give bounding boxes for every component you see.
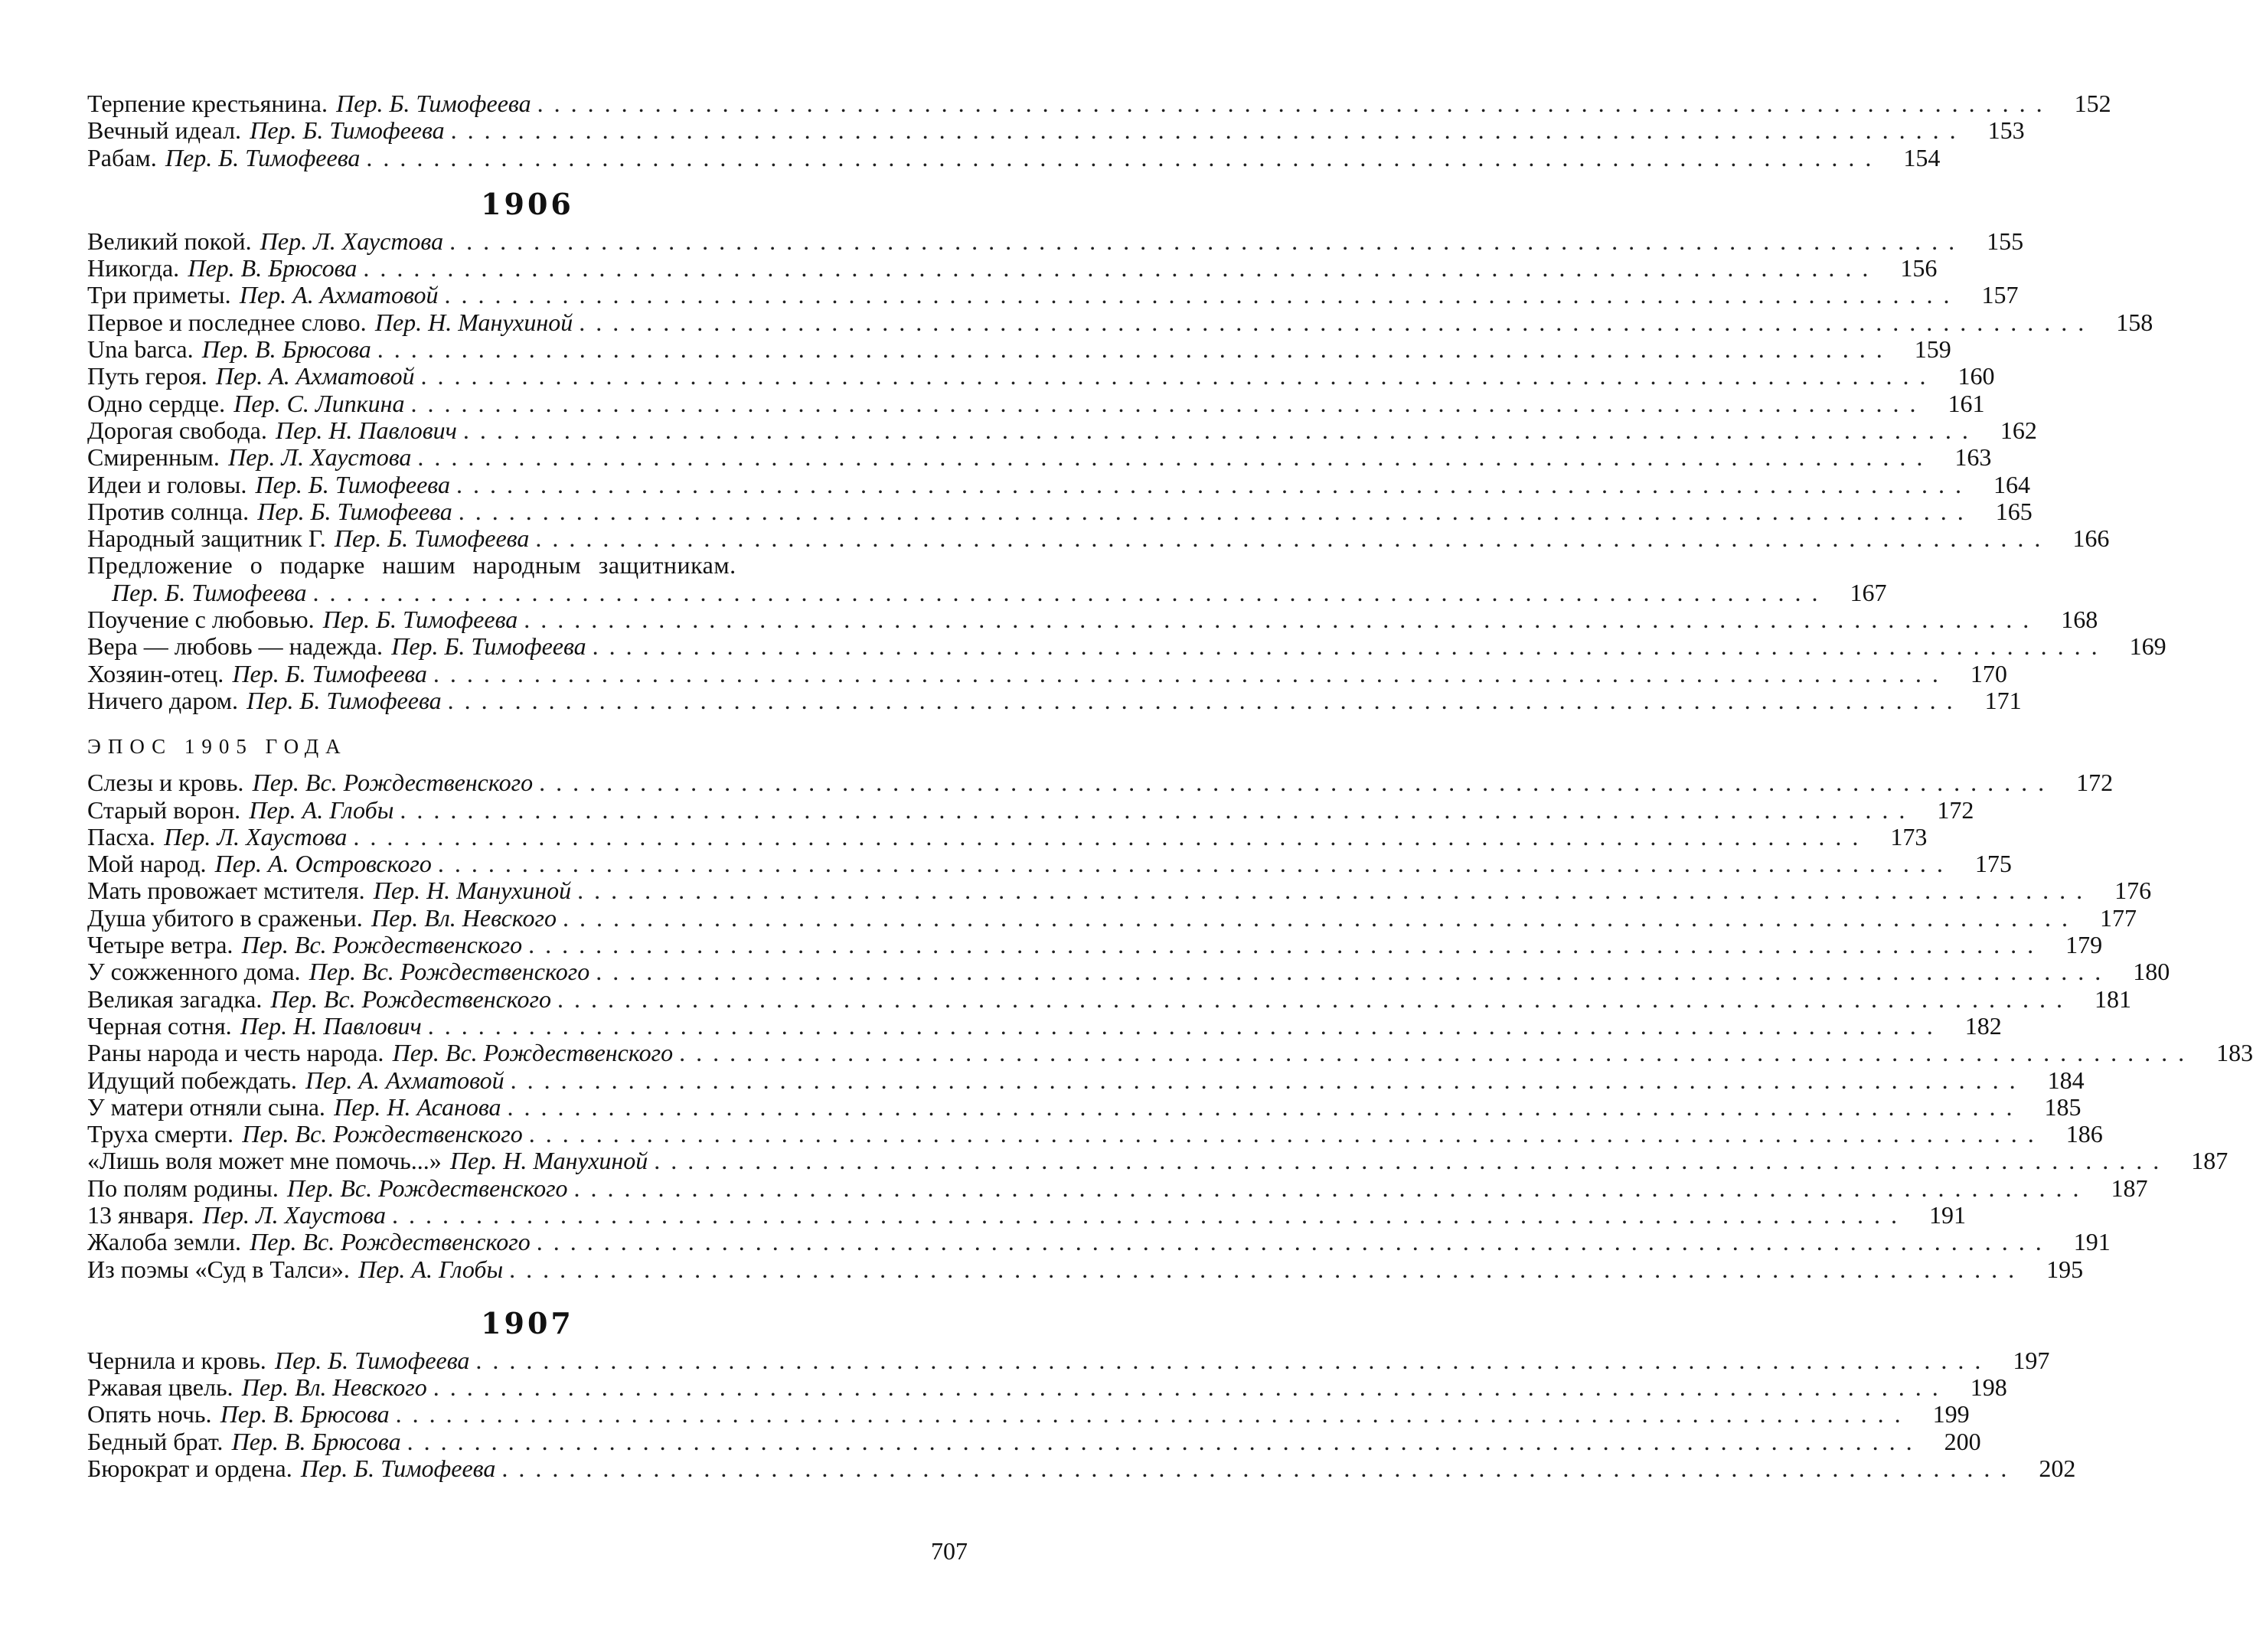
toc-entry	[87, 1200, 1966, 1229]
entry-title: Путь героя.	[87, 362, 207, 390]
toc-entry	[87, 1011, 2002, 1040]
toc-entry	[87, 578, 1887, 606]
entry-title: Против солнца.	[87, 497, 250, 525]
toc-list	[87, 606, 2166, 714]
entry-title: Дорогая свобода.	[87, 416, 267, 444]
entry-title: Una barca.	[87, 335, 194, 364]
dot-leader: ..........................................................................................	[536, 1228, 2052, 1256]
entry-title: Идущий побеждать.	[87, 1066, 297, 1094]
toc-entry	[87, 1255, 2084, 1283]
toc-entry	[87, 1174, 2148, 1202]
dot-leader: ..........................................................................................	[407, 1427, 1923, 1455]
entry-page-number: 166	[2072, 524, 2110, 553]
toc-entry	[87, 984, 2132, 1013]
dot-leader: ..........................................................................................	[563, 903, 2079, 932]
dot-leader: ..........................................................................................	[537, 90, 2053, 117]
toc-entry	[87, 659, 2007, 687]
dot-leader: ..........................................................................................	[528, 931, 2045, 959]
entry-title: Три приметы.	[87, 281, 231, 309]
entry-title: Идеи и головы.	[87, 470, 247, 498]
toc-list	[87, 227, 2153, 553]
entry-title: Черная сотня.	[87, 1011, 232, 1040]
toc-entry	[87, 1066, 2085, 1094]
entry-translator: Пер. Б. Тимофеева	[165, 143, 361, 171]
dot-leader: ..........................................................................................	[366, 143, 1882, 171]
entry-page-number: 153	[1987, 116, 2025, 145]
dot-leader: ..........................................................................................	[579, 308, 2095, 336]
dot-leader: ..........................................................................................	[535, 524, 2052, 553]
dot-leader: ..........................................................................................	[528, 1120, 2045, 1148]
entry-title: Жалоба земли.	[87, 1228, 241, 1256]
toc-entry	[87, 1400, 1970, 1428]
entry-title: Четыре ветра.	[87, 931, 233, 959]
toc-entry	[87, 443, 1992, 472]
entry-page-number: 156	[1900, 254, 1938, 282]
entry-translator: Пер. В. Брюсова	[231, 1427, 401, 1455]
entry-translator: Пер. Б. Тимофеева	[391, 632, 586, 661]
entry-title: Опять ночь.	[87, 1400, 212, 1428]
toc-entry	[87, 769, 2114, 797]
entry-page-number: 157	[1981, 281, 2019, 309]
entry-page-number: 191	[2073, 1228, 2111, 1256]
toc-entry	[87, 686, 2022, 714]
dot-leader: ..........................................................................................	[573, 1174, 2090, 1202]
toc-entry	[87, 227, 2024, 255]
dot-leader: ..........................................................................................	[395, 1400, 1912, 1428]
toc-entry	[87, 877, 2152, 905]
entry-translator: Пер. Н. Павлович	[240, 1011, 422, 1040]
entry-page-number: 163	[1954, 443, 1992, 472]
dot-leader: ..........................................................................................	[455, 470, 1972, 498]
entry-title: Хозяин-отец.	[87, 659, 224, 687]
entry-translator: Пер. Вс. Рождественского	[250, 1228, 531, 1256]
dot-leader: ..........................................................................................	[596, 958, 2112, 986]
toc-entry	[87, 1346, 2050, 1374]
toc-entry	[87, 362, 1995, 390]
entry-title: Раны народа и честь народа.	[87, 1039, 384, 1067]
entry-page-number: 159	[1914, 335, 1951, 364]
dot-leader: ..........................................................................................	[400, 795, 1916, 824]
entry-translator: Пер. А. Ахматовой	[305, 1066, 504, 1094]
entry-title: Одно сердце.	[87, 389, 226, 417]
entry-page-number: 185	[2044, 1092, 2082, 1121]
dot-leader: ..........................................................................................	[524, 606, 2040, 634]
entry-title: Терпение крестьянина.	[87, 90, 328, 117]
entry-page-number: 168	[2061, 606, 2098, 634]
entry-translator: Пер. В. Брюсова	[201, 335, 371, 364]
dot-leader: ..........................................................................................	[449, 227, 1966, 255]
page-number: 707	[931, 1537, 968, 1565]
entry-title: Бюрократ и ордена.	[87, 1454, 292, 1483]
entry-translator: Пер. Вл. Невского	[241, 1373, 427, 1402]
entry-translator: Пер. Б. Тимофеева	[322, 606, 518, 634]
entry-translator: Пер. А. Ахматовой	[215, 362, 415, 390]
entry-translator: Пер. Б. Тимофеева	[247, 686, 442, 714]
entry-translator: Пер. Вс. Рождественского	[270, 984, 552, 1013]
toc-entry	[87, 632, 2166, 661]
entry-title: Вера — любовь — надежда.	[87, 632, 384, 661]
entry-page-number: 164	[1993, 470, 2030, 498]
dot-leader: ..........................................................................................	[654, 1147, 2170, 1175]
entry-page-number: 154	[1903, 143, 1941, 171]
entry-title: Поучение с любовью.	[87, 606, 315, 634]
entry-page-number: 182	[1964, 1011, 2002, 1040]
entry-title: Пасха.	[87, 822, 155, 850]
year-heading: 1907	[481, 1305, 574, 1340]
entry-translator: Пер. Б. Тимофеева	[250, 116, 445, 145]
toc-entry	[87, 90, 2111, 117]
dot-leader: ..........................................................................................	[391, 1200, 1908, 1229]
entry-translator: Пер. Н. Павлович	[276, 416, 457, 444]
toc-entry	[87, 470, 2030, 498]
toc-entry	[87, 903, 2137, 932]
dot-leader: ..........................................................................................	[377, 335, 1893, 364]
toc-entry	[87, 1147, 2229, 1175]
dot-leader: ..........................................................................................	[557, 984, 2074, 1013]
entry-translator: Пер. Б. Тимофеева	[232, 659, 427, 687]
dot-leader: ..........................................................................................	[475, 1346, 1992, 1374]
entry-page-number: 183	[2216, 1039, 2253, 1067]
toc-column	[87, 90, 2253, 1483]
dot-leader: ..........................................................................................	[510, 1066, 2026, 1094]
toc-entry	[87, 335, 1951, 364]
dot-leader: ..........................................................................................	[450, 116, 1967, 145]
entry-title: Слезы и кровь.	[87, 769, 244, 797]
toc-multiline-entry	[87, 551, 1887, 606]
dot-leader: ..........................................................................................	[353, 822, 1869, 850]
entry-translator: Пер. Б. Тимофеева	[336, 90, 531, 117]
entry-translator: Пер. Н. Манухиной	[374, 308, 573, 336]
entry-translator: Пер. В. Брюсова	[220, 1400, 390, 1428]
entry-page-number: 186	[2065, 1120, 2103, 1148]
entry-title: Труха смерти.	[87, 1120, 234, 1148]
entry-title: Чернила и кровь.	[87, 1346, 266, 1374]
entry-title: Бедный брат.	[87, 1427, 224, 1455]
entry-translator: Пер. Вс. Рождественского	[392, 1039, 674, 1067]
entry-title: У сожженного дома.	[87, 958, 301, 986]
entry-page-number: 176	[2114, 877, 2152, 905]
entry-page-number: 170	[1970, 659, 2007, 687]
dot-leader: ..........................................................................................	[462, 416, 1979, 444]
dot-leader: ..........................................................................................	[447, 686, 1964, 714]
toc-entry	[87, 416, 2037, 444]
entry-translator: Пер. Вс. Рождественского	[287, 1174, 568, 1202]
entry-translator: Пер. Вл. Невского	[371, 903, 557, 932]
entry-title: У матери отняли сына.	[87, 1092, 325, 1121]
toc-entry	[87, 795, 1974, 824]
dot-leader: ..........................................................................................	[577, 877, 2094, 905]
toc-entry	[87, 524, 2110, 553]
entry-translator: Пер. А. Ахматовой	[239, 281, 439, 309]
toc-entry	[87, 308, 2153, 336]
entry-page-number: 155	[1987, 227, 2024, 255]
entry-page-number: 152	[2074, 90, 2111, 117]
entry-title: «Лишь воля может мне помочь...»	[87, 1147, 442, 1175]
entry-page-number: 169	[2129, 632, 2166, 661]
entry-page-number: 202	[2039, 1454, 2076, 1483]
dot-leader: ..........................................................................................	[501, 1454, 2018, 1483]
toc-entry	[87, 1092, 2082, 1121]
dot-leader: ..........................................................................................	[507, 1092, 2023, 1121]
entry-page-number: 191	[1928, 1200, 1966, 1229]
entry-title: Рабам.	[87, 143, 157, 171]
toc-entry	[87, 931, 2103, 959]
entry-translator: Пер. Н. Асанова	[334, 1092, 501, 1121]
entry-title: Смиренным.	[87, 443, 220, 472]
entry-title: Мой народ.	[87, 850, 207, 878]
entry-translator: Пер. А. Глобы	[358, 1255, 504, 1283]
entry-title: Никогда.	[87, 254, 180, 282]
entry-title: Душа убитого в сраженьи.	[87, 903, 363, 932]
entry-page-number: 165	[1995, 497, 2033, 525]
dot-leader: ..........................................................................................	[417, 443, 1934, 472]
dot-leader: ..........................................................................................	[458, 497, 1974, 525]
entry-page-number: 199	[1932, 1400, 1970, 1428]
entry-translator: Пер. В. Брюсова	[188, 254, 358, 282]
entry-title: Великая загадка.	[87, 984, 263, 1013]
entry-page-number: 195	[2046, 1255, 2084, 1283]
entry-page-number: 200	[1944, 1427, 1981, 1455]
entry-page-number: 197	[2013, 1346, 2050, 1374]
dot-leader: ..........................................................................................	[433, 659, 1949, 687]
dot-leader: ..........................................................................................	[592, 632, 2108, 661]
entry-page-number: 184	[2047, 1066, 2085, 1094]
dot-leader: ..........................................................................................	[437, 850, 1954, 878]
toc-entry	[87, 497, 2033, 525]
entry-translator: Пер. Вс. Рождественского	[252, 769, 534, 797]
entry-page-number: 160	[1957, 362, 1995, 390]
toc-entry	[87, 1120, 2103, 1148]
entry-page-number: 181	[2095, 984, 2132, 1013]
entry-translator: Пер. Б. Тимофеева	[274, 1346, 470, 1374]
year-heading: 1906	[481, 186, 574, 221]
entry-translator: Пер. Вс. Рождественского	[241, 931, 523, 959]
toc-entry	[87, 1373, 2007, 1402]
entry-translator: Пер. А. Островского	[214, 850, 432, 878]
toc-entry	[87, 116, 2025, 145]
toc-entry	[87, 1039, 2253, 1067]
entry-page-number: 162	[2000, 416, 2037, 444]
entry-title: Народный защитник Г.	[87, 524, 326, 553]
entry-translator: Пер. С. Липкина	[233, 389, 405, 417]
dot-leader: ..........................................................................................	[444, 281, 1961, 309]
entry-translator: Пер. Б. Тимофеева	[300, 1454, 496, 1483]
entry-translator: Пер. Б. Тимофеева	[255, 470, 450, 498]
dot-leader: ..........................................................................................	[410, 389, 1927, 417]
entry-translator: Пер. Н. Манухиной	[373, 877, 572, 905]
toc-entry	[87, 389, 1985, 417]
entry-translator: Пер. Вс. Рождественского	[309, 958, 590, 986]
toc-entry	[87, 850, 2012, 878]
toc-list	[87, 1346, 2076, 1483]
entry-translator: Пер. Б. Тимофеева	[257, 497, 452, 525]
entry-title: Из поэмы «Суд в Талси».	[87, 1255, 350, 1283]
entry-page-number: 180	[2133, 958, 2170, 986]
dot-leader: ..........................................................................................	[427, 1011, 1944, 1040]
entry-title: Великий покой.	[87, 227, 252, 255]
toc-entry	[87, 1454, 2076, 1483]
toc-entry	[87, 1427, 1981, 1455]
entry-title: Ржавая цвель.	[87, 1373, 233, 1402]
entry-translator: Пер. Вс. Рождественского	[242, 1120, 523, 1148]
entry-page-number: 175	[1974, 850, 2012, 878]
entry-title: Вечный идеал.	[87, 116, 242, 145]
entry-translator: Пер. Л. Хаустова	[228, 443, 412, 472]
entry-page-number: 179	[2065, 931, 2103, 959]
toc-entry	[87, 958, 2170, 986]
section-heading: ЭПОС 1905 ГОДА	[87, 735, 348, 759]
toc-entry	[87, 1228, 2111, 1256]
entry-page-number: 187	[2111, 1174, 2148, 1202]
dot-leader: ..........................................................................................	[539, 769, 2055, 797]
dot-leader: ..........................................................................................	[509, 1255, 2026, 1283]
dot-leader: ..........................................................................................	[433, 1373, 1949, 1402]
toc-entry	[87, 254, 1938, 282]
toc-entry	[87, 822, 1928, 850]
entry-page-number: 161	[1948, 389, 1985, 417]
toc-list	[87, 90, 2111, 171]
dot-leader: ..........................................................................................	[312, 578, 1829, 606]
dot-leader: ..........................................................................................	[679, 1039, 2196, 1067]
entry-translator: Пер. А. Глобы	[249, 795, 394, 824]
toc-entry	[87, 606, 2098, 634]
entry-page-number: 177	[2100, 903, 2137, 932]
entry-page-number: 173	[1890, 822, 1928, 850]
dot-leader: ..........................................................................................	[363, 254, 1879, 282]
entry-title: Ничего даром.	[87, 686, 238, 714]
entry-translator: Пер. Л. Хаустова	[202, 1200, 386, 1229]
toc-entry	[87, 281, 2019, 309]
entry-title: Старый ворон.	[87, 795, 241, 824]
entry-translator: Пер. Л. Хаустова	[164, 822, 348, 850]
entry-page-number: 198	[1970, 1373, 2007, 1402]
entry-page-number: 172	[1937, 795, 1974, 824]
toc-entry	[87, 143, 1941, 171]
toc-list	[87, 769, 2253, 1283]
entry-title: По полям родины.	[87, 1174, 279, 1202]
entry-translator: Пер. Н. Манухиной	[449, 1147, 648, 1175]
entry-page-number: 158	[2116, 308, 2153, 336]
entry-page-number: 172	[2076, 769, 2114, 797]
entry-translator: Пер. Л. Хаустова	[260, 227, 444, 255]
entry-page-number: 167	[1850, 578, 1887, 606]
entry-title: 13 января.	[87, 1200, 194, 1229]
entry-title: Мать провожает мстителя.	[87, 877, 365, 905]
entry-page-number: 187	[2191, 1147, 2229, 1175]
dot-leader: ..........................................................................................	[420, 362, 1937, 390]
entry-translator: Пер. Б. Тимофеева	[334, 524, 530, 553]
entry-page-number: 171	[1984, 686, 2022, 714]
entry-title: Первое и последнее слово.	[87, 308, 367, 336]
entry-title: Предложение о подарке нашим народным защитникам.	[87, 551, 736, 580]
entry-translator: Пер. Б. Тимофеева	[112, 578, 307, 606]
